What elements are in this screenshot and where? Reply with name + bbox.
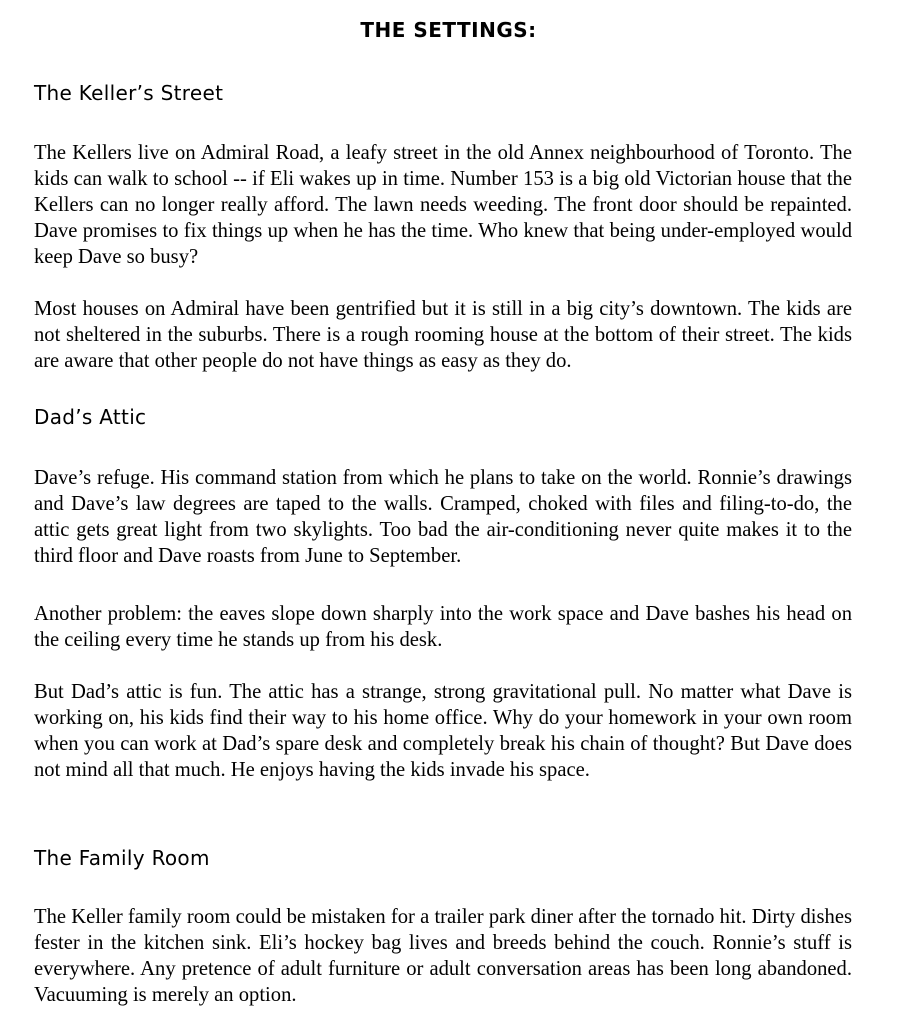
paragraph-dads-attic-2: Another problem: the eaves slope down sharply into the work space and Dave bashes his head on the ceiling every time he stands up from his desk. bbox=[34, 603, 852, 651]
section-heading-family-room: The Family Room bbox=[34, 846, 210, 870]
section-heading-dads-attic: Dad’s Attic bbox=[34, 405, 147, 429]
page-title: THE SETTINGS: bbox=[360, 18, 537, 42]
paragraph-family-room-1: The Keller family room could be mistaken for a trailer park diner after the tornado hit. Dirty dishes fester in the kitchen sink. Eli’s hockey bag lives and breeds behind the couch. Ronnie’s stuff is everywhere. Any pretence of adult furniture or adult conversation areas has been long abandoned. Vacuuming is merely an option. bbox=[34, 906, 852, 1006]
paragraph-kellers-street-1: The Kellers live on Admiral Road, a leafy street in the old Annex neighbourhood of Toronto. The kids can walk to school -- if Eli wakes up in time. Number 153 is a big old Victorian house that the Kellers can no longer really afford. The lawn needs weeding. The front door should be repainted. Dave promises to fix things up when he has the time. Who knew that being under-employed would keep Dave so busy? bbox=[34, 142, 852, 268]
section-heading-kellers-street: The Keller’s Street bbox=[34, 81, 224, 105]
paragraph-dads-attic-1: Dave’s refuge. His command station from which he plans to take on the world. Ronnie’s drawings and Dave’s law degrees are taped to the walls. Cramped, choked with files and filing-to-do, the attic gets great light from two skylights. Too bad the air-conditioning never quite makes it to the third floor and Dave roasts from June to September. bbox=[34, 467, 852, 567]
paragraph-kellers-street-2: Most houses on Admiral have been gentrified but it is still in a big city’s downtown. The kids are not sheltered in the suburbs. There is a rough rooming house at the bottom of their street. The kids are aware that other people do not have things as easy as they do. bbox=[34, 298, 852, 372]
paragraph-dads-attic-3: But Dad’s attic is fun. The attic has a strange, strong gravitational pull. No matter what Dave is working on, his kids find their way to his home office. Why do your homework in your own room when you can work at Dad’s spare desk and completely break his chain of thought? But Dave does not mind all that much. He enjoys having the kids invade his space. bbox=[34, 681, 852, 781]
